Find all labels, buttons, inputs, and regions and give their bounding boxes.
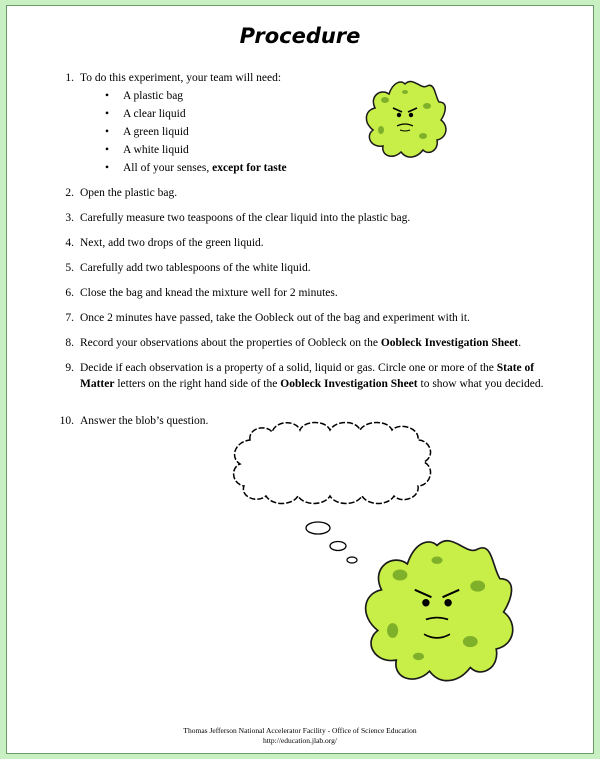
step-2: 2. Open the plastic bag. (65, 187, 178, 199)
thought-bubble-icon (234, 423, 431, 564)
document-page: Procedure 1. To do this experiment, your team will need: • A plastic bag • A clear liquid • A green liquid • A white liquid • All of your senses, except for taste 2. Open the plastic bag. 3. Carefully measure two teaspoons of the clear liquid into the plastic bag. 4. Next, add two drops of the green liquid. 5. Carefully add two tablespoons of the white liquid. 6. Close the bag and knead the mixture well for 2 minutes. 7. Once 2 minutes have passed, take the Oobleck out of the bag and experiment with it. 8. Record your observations about the properties of Oobleck on the Oobleck Investigation Sheet. 9. Decide if each observation is a property of a solid, liquid or gas. Circle one or more of the State of Matter letters on the right hand side of the Oobleck Investigation Sheet to show what you decided. 10. Answer the blob’s question. Thomas Jefferson National Accelerator Facility - Office of Science Education http://education.jlab.org/ (6, 5, 594, 754)
step-3: 3. Carefully measure two teaspoons of the clear liquid into the plastic bag. (65, 212, 411, 224)
oobleck-blob-icon (366, 541, 513, 681)
step-4: 4. Next, add two drops of the green liquid. (65, 237, 264, 249)
step-9: 9. Decide if each observation is a property of a solid, liquid or gas. Circle one or more of the State of Matter letters on the right hand side of the Oobleck Investigation Sheet to show what you decided. (65, 362, 544, 390)
oobleck-blob-icon (366, 81, 446, 157)
page-title: Procedure (239, 24, 361, 48)
step-8: 8. Record your observations about the properties of Oobleck on the Oobleck Investigation Sheet. (65, 337, 522, 349)
step-7: 7. Once 2 minutes have passed, take the Oobleck out of the bag and experiment with it. (65, 312, 470, 324)
step-1: 1. To do this experiment, your team will need: (65, 72, 282, 84)
step-6: 6. Close the bag and knead the mixture well for 2 minutes. (65, 287, 338, 299)
step-5: 5. Carefully add two tablespoons of the white liquid. (65, 262, 311, 274)
step-10: 10. Answer the blob’s question. (59, 415, 209, 427)
page-footer: Thomas Jefferson National Accelerator Facility - Office of Science Education http://education.jlab.org/ (183, 726, 417, 745)
